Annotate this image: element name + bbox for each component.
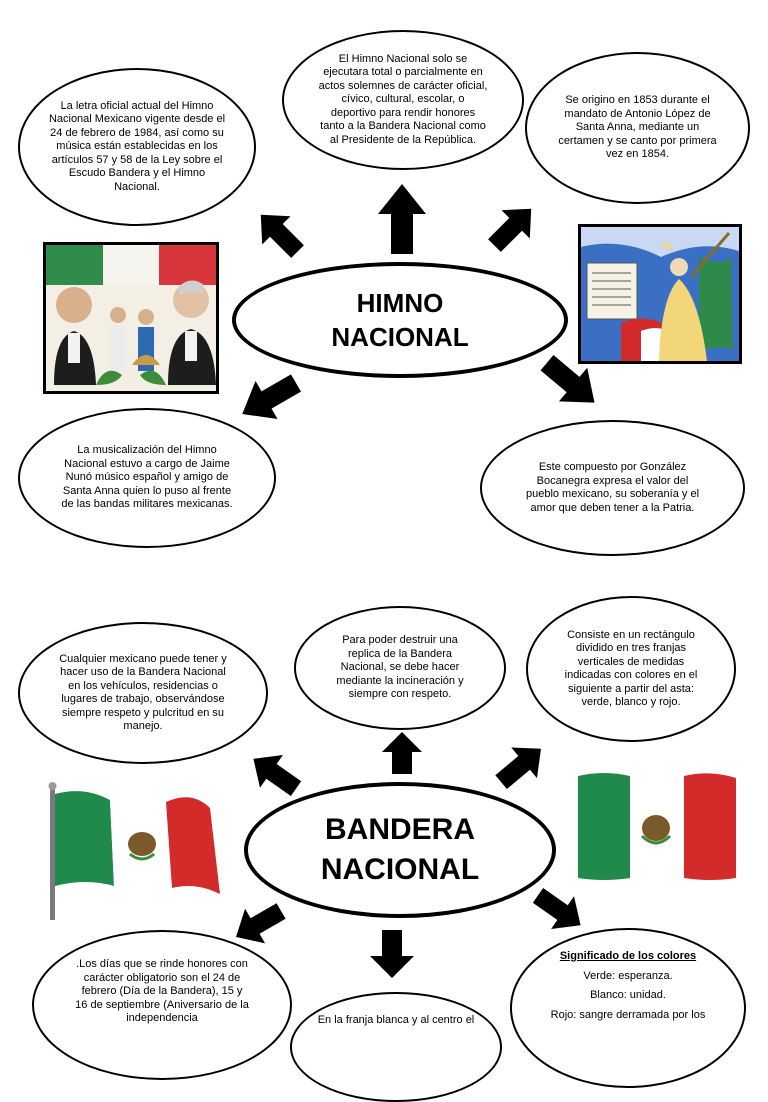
colors-title: Significado de los colores <box>559 950 697 962</box>
flat-flag-illustration <box>576 770 738 882</box>
bubble-honores: .Los días que se rinde honores con carácter obligatorio son el 24 de febrero (Día de la Bandera), 15 y 16 de septiembre (Aniversario de la independencia <box>32 930 292 1080</box>
bubble-origen: Se origino en 1853 durante el mandato de Antonio López de Santa Anna, mediante un certamen y se canto por primera vez en 1854. <box>525 52 750 204</box>
waving-flag-image <box>44 782 226 922</box>
flat-flag-image <box>576 770 738 882</box>
arrow-down-2 <box>370 930 414 978</box>
bubble-letra-oficial: La letra oficial actual del Himno Nacional Mexicano vigente desde el 24 de febrero de 1984, así como su música están establecidas en los artículos 57 y 58 de la Ley sobre el Escudo Bandera y el Himno Nacional. <box>18 68 256 226</box>
hub-title-2: BANDERA NACIONAL <box>320 813 480 886</box>
bubble-franja-blanca: En la franja blanca y al centro el <box>290 992 502 1102</box>
bubble-significado-colores <box>510 928 746 1088</box>
arrow-up-left-2 <box>242 742 308 805</box>
waving-flag-illustration <box>44 782 226 922</box>
color-rojo: Rojo: sangre derramada por los <box>550 1008 706 1021</box>
arrow-up-right <box>480 195 545 260</box>
arrow-down-right-2 <box>527 879 593 942</box>
bubble-uso-bandera: Cualquier mexicano puede tener y hacer uso de la Bandera Nacional en los vehículos, residencias o lugares de trabajo, observándose siempre respeto y pulcritud en su manejo. <box>18 622 268 764</box>
arrow-up-2 <box>382 732 422 774</box>
hub-bandera-nacional <box>244 782 556 918</box>
arrow-up-right-2 <box>488 733 554 797</box>
arrow-up <box>378 184 426 254</box>
color-verde: Verde: esperanza. <box>583 969 673 982</box>
bubble-destruir: Para poder destruir una replica de la Bandera Nacional, se debe hacer mediante la incineración y siempre con respeto. <box>294 606 506 730</box>
allegory-illustration <box>581 227 739 361</box>
arrow-down-left <box>231 364 307 433</box>
bubble-ejecucion: El Himno Nacional solo se ejecutara total o parcialmente en actos solemnes de carácter oficial, cívico, cultural, escolar, o deportivo para rendir honores tanto a la Bandera Nacional como al Presidente de la República. <box>282 30 524 170</box>
allegory-image <box>578 224 742 364</box>
bubble-musicalizacion: La musicalización del Himno Nacional estuvo a cargo de Jaime Nunó músico español y amigo de Santa Anna quien lo puso al frente de las bandas militares mexicanas. <box>18 408 276 548</box>
color-blanco: Blanco: unidad. <box>590 989 666 1001</box>
arrow-up-left <box>247 201 312 266</box>
hub-himno-nacional <box>232 262 568 378</box>
bubble-compuesto: Este compuesto por González Bocanegra expresa el valor del pueblo mexicano, su soberanía y el amor que deben tener a la Patria. <box>480 420 745 556</box>
hub-title: HIMNO NACIONAL <box>331 288 469 352</box>
composers-illustration <box>46 245 216 391</box>
composers-image <box>43 242 219 394</box>
bubble-consiste: Consiste en un rectángulo dividido en tres franjas verticales de medidas indicadas con colores en el siguiente a partir del asta: verde, blanco y rojo. <box>526 596 736 742</box>
